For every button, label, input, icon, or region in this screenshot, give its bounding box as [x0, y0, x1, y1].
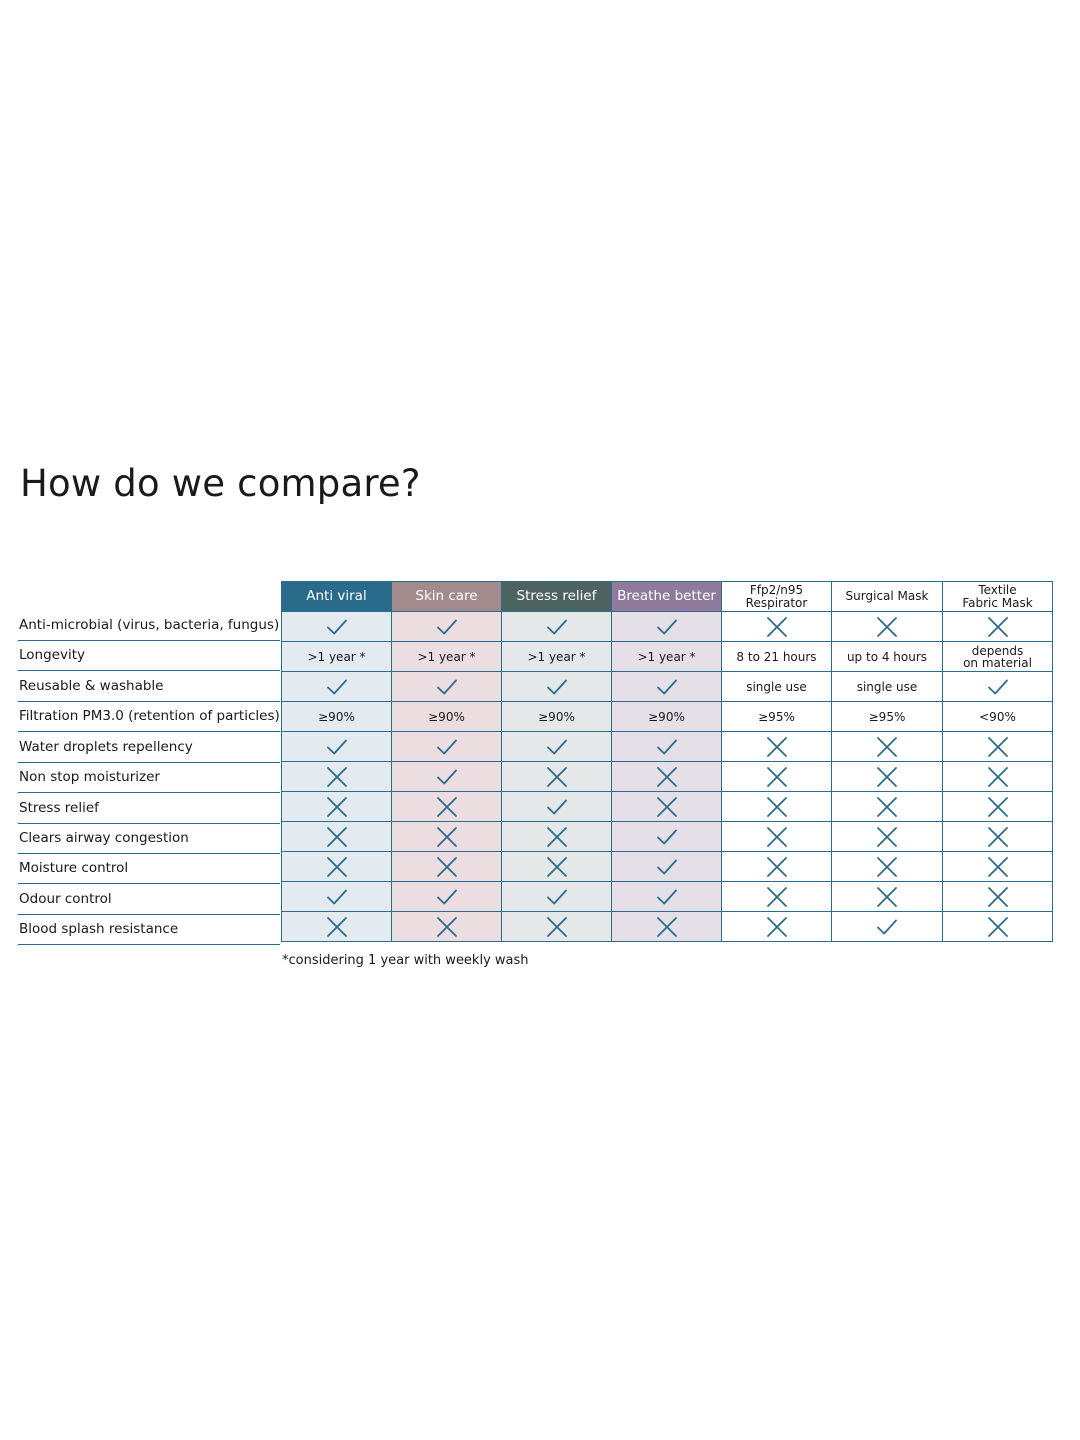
cross-icon	[392, 792, 502, 822]
check-icon	[832, 912, 943, 942]
table-row	[282, 642, 1053, 672]
header-row	[282, 582, 1053, 612]
cell-value	[612, 642, 722, 672]
check-icon	[282, 672, 392, 702]
cell-value	[502, 702, 612, 732]
check-icon	[612, 852, 722, 882]
cross-icon	[832, 882, 943, 912]
column-header	[392, 582, 502, 612]
column-header	[722, 582, 832, 612]
column-header	[612, 582, 722, 612]
check-icon	[502, 672, 612, 702]
row-label: Clears airway congestion	[18, 824, 280, 854]
cross-icon	[943, 912, 1053, 942]
cross-icon	[722, 792, 832, 822]
cell-value	[282, 642, 392, 672]
cross-icon	[943, 762, 1053, 792]
cross-icon	[282, 762, 392, 792]
column-header-label: Breathe better	[617, 588, 716, 604]
check-icon	[392, 612, 502, 642]
table-row	[282, 762, 1053, 792]
cell-value-text: ≥95%	[868, 709, 906, 724]
column-header-label: Stress relief	[516, 588, 597, 604]
cross-icon	[612, 912, 722, 942]
column-header	[832, 582, 943, 612]
column-header-line: Ffp2/n95	[749, 582, 804, 597]
check-icon	[392, 672, 502, 702]
comparison-grid	[281, 581, 1053, 942]
check-icon	[282, 612, 392, 642]
table-row	[282, 882, 1053, 912]
cross-icon	[722, 912, 832, 942]
check-icon	[612, 822, 722, 852]
row-label: Filtration PM3.0 (retention of particles)	[18, 702, 280, 732]
check-icon	[943, 672, 1053, 702]
cross-icon	[502, 852, 612, 882]
cross-icon	[282, 822, 392, 852]
table-row	[282, 852, 1053, 882]
cell-value-text: >1 year *	[307, 649, 366, 664]
row-label: Odour control	[18, 885, 280, 915]
column-header-label: Skin care	[415, 588, 478, 604]
row-label: Blood splash resistance	[18, 915, 280, 945]
cell-value	[943, 642, 1053, 672]
table-row	[282, 672, 1053, 702]
check-icon	[502, 792, 612, 822]
cross-icon	[722, 852, 832, 882]
column-header-line: Fabric Mask	[962, 595, 1033, 610]
check-icon	[612, 732, 722, 762]
check-icon	[282, 732, 392, 762]
cross-icon	[282, 912, 392, 942]
cross-icon	[943, 882, 1053, 912]
cell-value	[612, 702, 722, 732]
cross-icon	[722, 882, 832, 912]
check-icon	[392, 762, 502, 792]
check-icon	[502, 882, 612, 912]
row-label: Anti-microbial (virus, bacteria, fungus)	[18, 611, 280, 641]
cell-value-text: ≥95%	[758, 709, 795, 724]
cell-value-text: single use	[746, 679, 807, 694]
check-icon	[502, 732, 612, 762]
cross-icon	[392, 912, 502, 942]
cross-icon	[832, 762, 943, 792]
check-icon	[392, 732, 502, 762]
row-label: Longevity	[18, 641, 280, 671]
cross-icon	[722, 732, 832, 762]
cell-value	[392, 642, 502, 672]
check-icon	[502, 612, 612, 642]
cross-icon	[943, 612, 1053, 642]
row-label: Moisture control	[18, 854, 280, 884]
cross-icon	[612, 762, 722, 792]
column-header-line: Textile	[978, 582, 1017, 597]
footnote: *considering 1 year with weekly wash	[282, 953, 529, 968]
check-icon	[612, 882, 722, 912]
cell-value-text: ≥90%	[428, 709, 465, 724]
cross-icon	[832, 792, 943, 822]
cell-value-text: single use	[856, 679, 918, 694]
cell-value	[282, 702, 392, 732]
cross-icon	[832, 732, 943, 762]
table-row	[282, 612, 1053, 642]
cell-value-text: >1 year *	[637, 649, 696, 664]
page-title: How do we compare?	[20, 462, 421, 505]
table-row	[282, 822, 1053, 852]
check-icon	[612, 672, 722, 702]
cross-icon	[722, 612, 832, 642]
cross-icon	[722, 762, 832, 792]
cell-value-text: depends on material	[963, 643, 1032, 670]
cell-value-text: ≥90%	[538, 709, 575, 724]
cell-value	[722, 702, 832, 732]
cross-icon	[502, 912, 612, 942]
cell-value	[943, 702, 1053, 732]
row-label: Non stop moisturizer	[18, 763, 280, 793]
cell-value-text: >1 year *	[527, 649, 586, 664]
row-label: Stress relief	[18, 794, 280, 824]
column-header-label: Surgical Mask	[845, 589, 929, 603]
cell-value	[392, 702, 502, 732]
cross-icon	[943, 732, 1053, 762]
cross-icon	[832, 822, 943, 852]
cell-value-text: ≥90%	[318, 709, 355, 724]
column-header	[502, 582, 612, 612]
cross-icon	[392, 822, 502, 852]
row-label: Water droplets repellency	[18, 733, 280, 763]
table-row	[282, 732, 1053, 762]
cell-value-text: 8 to 21 hours	[736, 649, 817, 664]
cross-icon	[282, 792, 392, 822]
row-label: Reusable & washable	[18, 672, 280, 702]
cross-icon	[612, 792, 722, 822]
cross-icon	[943, 852, 1053, 882]
check-icon	[612, 612, 722, 642]
column-header	[282, 582, 392, 612]
cell-value	[832, 702, 943, 732]
cell-value	[722, 672, 832, 702]
column-header	[943, 582, 1053, 612]
cell-value-text: <90%	[979, 709, 1016, 724]
cross-icon	[282, 852, 392, 882]
cell-value-text: ≥90%	[648, 709, 685, 724]
cell-value	[722, 642, 832, 672]
cross-icon	[502, 822, 612, 852]
cross-icon	[832, 612, 943, 642]
column-header-label: Anti viral	[306, 588, 367, 604]
column-header-line: Respirator	[745, 595, 808, 610]
cell-value	[502, 642, 612, 672]
cross-icon	[832, 852, 943, 882]
cell-value-text: >1 year *	[417, 649, 476, 664]
check-icon	[282, 882, 392, 912]
cross-icon	[392, 852, 502, 882]
cross-icon	[943, 792, 1053, 822]
cross-icon	[502, 762, 612, 792]
table-row	[282, 702, 1053, 732]
table-row	[282, 792, 1053, 822]
table-row	[282, 912, 1053, 942]
cross-icon	[943, 822, 1053, 852]
cell-value	[832, 672, 943, 702]
check-icon	[392, 882, 502, 912]
cell-value-text: up to 4 hours	[846, 649, 928, 664]
cross-icon	[722, 822, 832, 852]
cell-value	[832, 642, 943, 672]
